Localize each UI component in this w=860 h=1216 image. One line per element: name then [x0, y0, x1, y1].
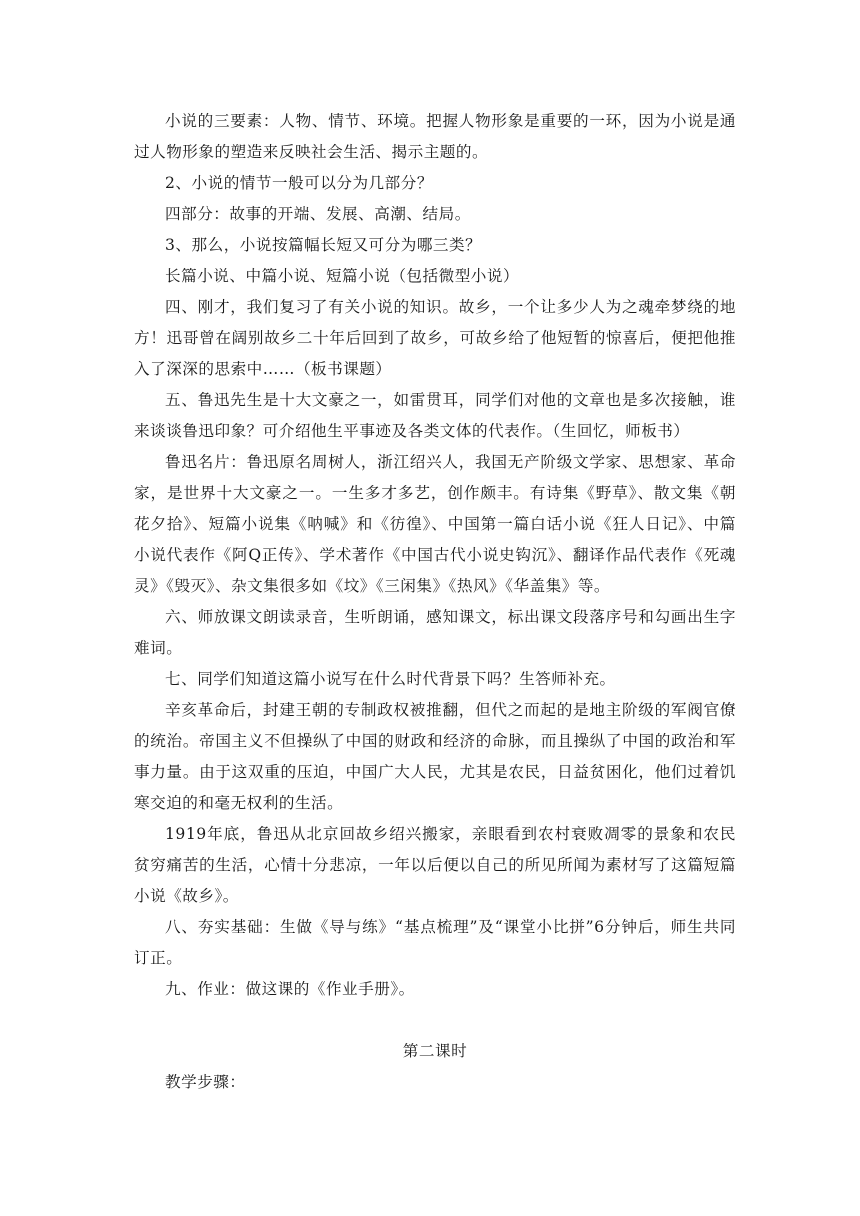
paragraph-novel-elements: 小说的三要素：人物、情节、环境。把握人物形象是重要的一环，因为小说是通过人物形象的塑造来反映社会生活、揭示主题的。	[134, 112, 736, 161]
paragraph-question-2: 2、小说的情节一般可以分为几部分？	[165, 174, 433, 192]
paragraph-luxun-card: 鲁迅名片：鲁迅原名周树人，浙江绍兴人，我国无产阶级文学家、思想家、革命家，是世界十大文豪之一。一生多才多艺，创作颇丰。有诗集《野草》、散文集《朝花夕拾》、短篇小说集《呐喊》和《彷徨》、中国第一篇白话小说《狂人日记》、中篇小说代表作《阿Q正传》、学术著作《中国古代小说史钩沉》、翻译作品代表作《死魂灵》《毁灭》、杂文集很多如《坟》《三闲集》《热风》《华盖集》等。	[134, 453, 736, 595]
paragraph-step-9: 九、作业：做这课的《作业手册》。	[165, 980, 415, 998]
paragraph-step-5: 五、鲁迅先生是十大文豪之一，如雷贯耳，同学们对他的文章也是多次接触，谁来谈谈鲁迅印象？可介绍他生平事迹及各类文体的代表作。（生回忆，师板书）	[134, 391, 736, 440]
paragraph-question-3: 3、那么，小说按篇幅长短又可分为哪三类？	[165, 236, 482, 254]
document-body	[134, 106, 736, 1098]
paragraph-step-7: 七、同学们知道这篇小说写在什么时代背景下吗？生答师补充。	[165, 670, 616, 688]
paragraph-answer-2: 四部分：故事的开端、发展、高潮、结局。	[165, 205, 471, 223]
paragraph-1919: 1919年底，鲁迅从北京回故乡绍兴搬家，亲眼看到农村衰败凋零的景象和农民贫穷痛苦的生活，心情十分悲凉，一年以后便以自己的所见所闻为素材写了这篇短篇小说《故乡》。	[134, 825, 736, 905]
paragraph-step-8: 八、夯实基础：生做《导与练》“基点梳理”及“课堂小比拼”6分钟后，师生共同订正。	[134, 918, 736, 967]
paragraph-background: 辛亥革命后，封建王朝的专制政权被推翻，但代之而起的是地主阶级的军阀官僚的统治。帝国主义不但操纵了中国的财政和经济的命脉，而且操纵了中国的政治和军事力量。由于这双重的压迫，中国广大人民，尤其是农民，日益贫困化，他们过着饥寒交迫的和毫无权利的生活。	[134, 701, 736, 812]
paragraph-teaching-steps: 教学步骤：	[165, 1073, 246, 1091]
paragraph-step-4: 四、刚才，我们复习了有关小说的知识。故乡，一个让多少人为之魂牵梦绕的地方！迅哥曾在阔别故乡二十年后回到了故乡，可故乡给了他短暂的惊喜后，便把他推入了深深的思索中……（板书课题）	[134, 298, 736, 378]
blank-line	[134, 1005, 736, 1036]
section-title: 第二课时	[402, 1042, 468, 1060]
paragraph-step-6: 六、师放课文朗读录音，生听朗诵，感知课文，标出课文段落序号和勾画出生字难词。	[134, 608, 736, 657]
paragraph-answer-3: 长篇小说、中篇小说、短篇小说（包括微型小说）	[165, 267, 520, 285]
